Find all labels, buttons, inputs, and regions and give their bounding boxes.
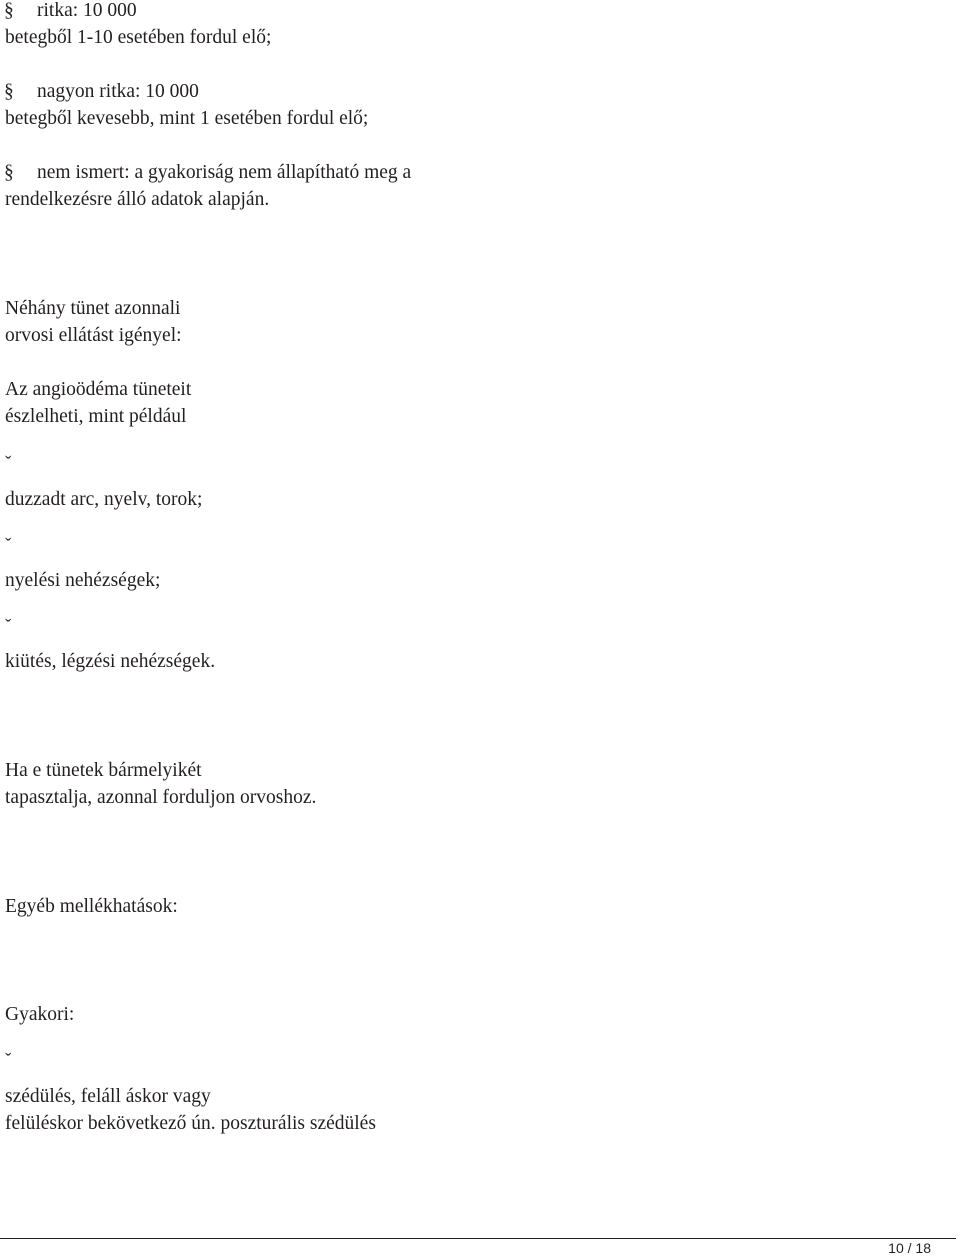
freq-very-rare-label: nagyon ritka: 10 000 — [37, 81, 199, 102]
list-marker-icon: ˇ — [5, 1050, 12, 1071]
other-effects-heading: Egyéb mellékhatások: — [5, 896, 178, 917]
urgent-intro-line1: Néhány tünet azonnali — [5, 298, 181, 319]
urgent-intro-line2: orvosi ellátást igényel: — [5, 325, 182, 346]
freq-very-rare-desc: betegből kevesebb, mint 1 esetében fordul elő; — [5, 108, 369, 129]
angioedema-intro-line1: Az angioödéma tüneteit — [5, 379, 192, 400]
symptom-item: duzzadt arc, nyelv, torok; — [5, 489, 203, 510]
urgent-advice-line2: tapasztalja, azonnal forduljon orvoshoz. — [5, 787, 317, 808]
freq-rare-desc: betegből 1-10 esetében fordul elő; — [5, 27, 272, 48]
section-bullet-icon: § — [4, 81, 14, 102]
list-marker-icon: ˇ — [5, 535, 12, 556]
symptom-item: kiütés, légzési nehézségek. — [5, 651, 216, 672]
freq-unknown-desc: rendelkezésre álló adatok alapján. — [5, 189, 270, 210]
common-heading: Gyakori: — [5, 1004, 75, 1025]
symptom-item: nyelési nehézségek; — [5, 570, 161, 591]
common-item-line1: szédülés, feláll áskor vagy — [5, 1086, 211, 1107]
freq-rare-label: ritka: 10 000 — [37, 0, 137, 21]
common-item-line2: felüléskor bekövetkező ún. poszturális szédülés — [5, 1113, 376, 1134]
page-number: 10 / 18 — [888, 1240, 931, 1256]
urgent-advice-line1: Ha e tünetek bármelyikét — [5, 760, 202, 781]
footer-divider — [0, 1238, 956, 1239]
section-bullet-icon: § — [4, 0, 14, 21]
list-marker-icon: ˇ — [5, 453, 12, 474]
section-bullet-icon: § — [4, 162, 14, 183]
angioedema-intro-line2: észlelheti, mint például — [5, 406, 187, 427]
freq-unknown-label: nem ismert: a gyakoriság nem állapítható meg a — [37, 162, 412, 183]
list-marker-icon: ˇ — [5, 616, 12, 637]
